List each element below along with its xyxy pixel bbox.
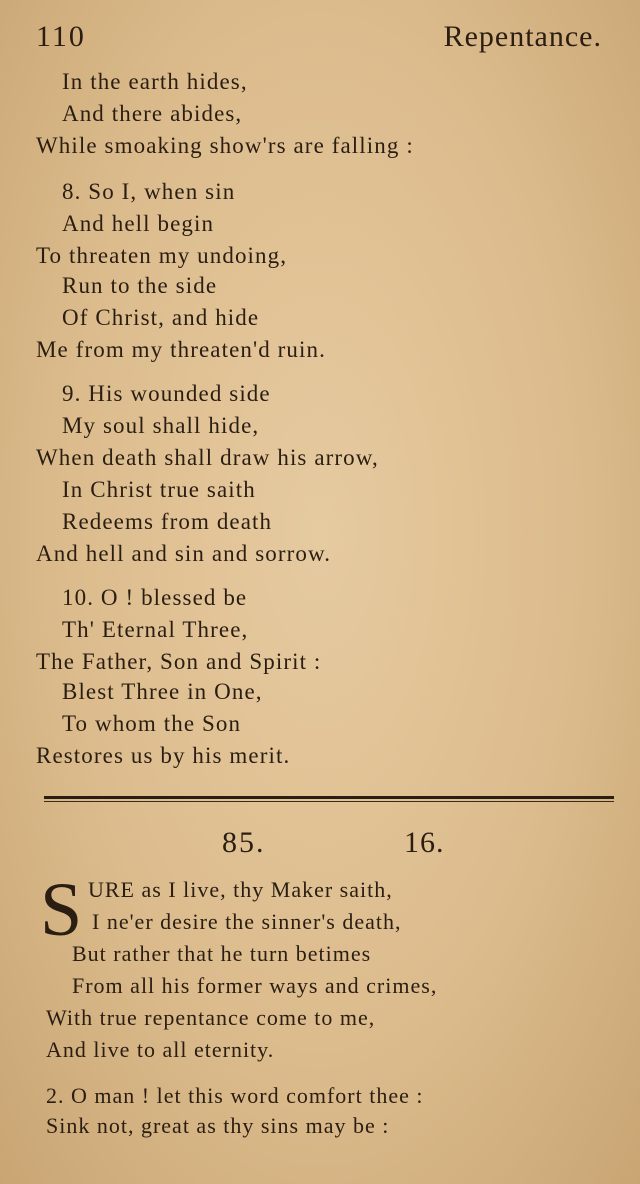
divider-thick-rule [44,796,614,799]
verse-line: Run to the side [62,273,218,298]
verse-line: My soul shall hide, [62,413,260,438]
verse-line: Restores us by his merit. [36,743,291,768]
verse-line: And hell begin [62,211,215,236]
section-divider [44,796,614,802]
page-header [36,14,610,54]
verse-line: From all his former ways and crimes, [72,973,438,998]
verse-line: With true repentance come to me, [46,1005,376,1030]
verse-line: In the earth hides, [62,69,248,94]
verse-line: 10. O ! blessed be [62,585,248,610]
verse-line: And hell and sin and sorrow. [36,541,332,566]
verse-line: Blest Three in One, [62,679,263,704]
divider-thin-rule [44,801,614,802]
verse-line: When death shall draw his arrow, [36,445,379,470]
verse-line: Of Christ, and hide [62,305,260,330]
verse-line: URE as I live, thy Maker saith, [88,877,393,902]
verse-line: Redeems from death [62,509,273,534]
hymn-tune-number: 16. [404,826,445,859]
verse-line: Th' Eternal Three, [62,617,249,642]
drop-cap: S [40,868,83,952]
verse-line: To whom the Son [62,711,242,736]
verse-line: 9. His wounded side [62,381,271,406]
verse-line: 2. O man ! let this word comfort thee : [46,1083,424,1108]
verse-line: I ne'er desire the sinner's death, [92,909,402,934]
page-number: 110 [36,20,86,53]
verse-line: And live to all eternity. [46,1037,275,1062]
verse-line: Me from my threaten'd ruin. [36,337,326,362]
running-title: Repentance. [443,20,602,53]
hymn-number: 85. [222,826,266,859]
verse-line: While smoaking show'rs are falling : [36,133,414,158]
verse-line: But rather that he turn betimes [72,941,372,966]
verse-line: Sink not, great as thy sins may be : [46,1113,390,1138]
verse-line: In Christ true saith [62,477,256,502]
verse-line: And there abides, [62,101,243,126]
verse-line: 8. So I, when sin [62,179,236,204]
verse-line: The Father, Son and Spirit : [36,649,322,674]
verse-line: To threaten my undoing, [36,243,288,268]
